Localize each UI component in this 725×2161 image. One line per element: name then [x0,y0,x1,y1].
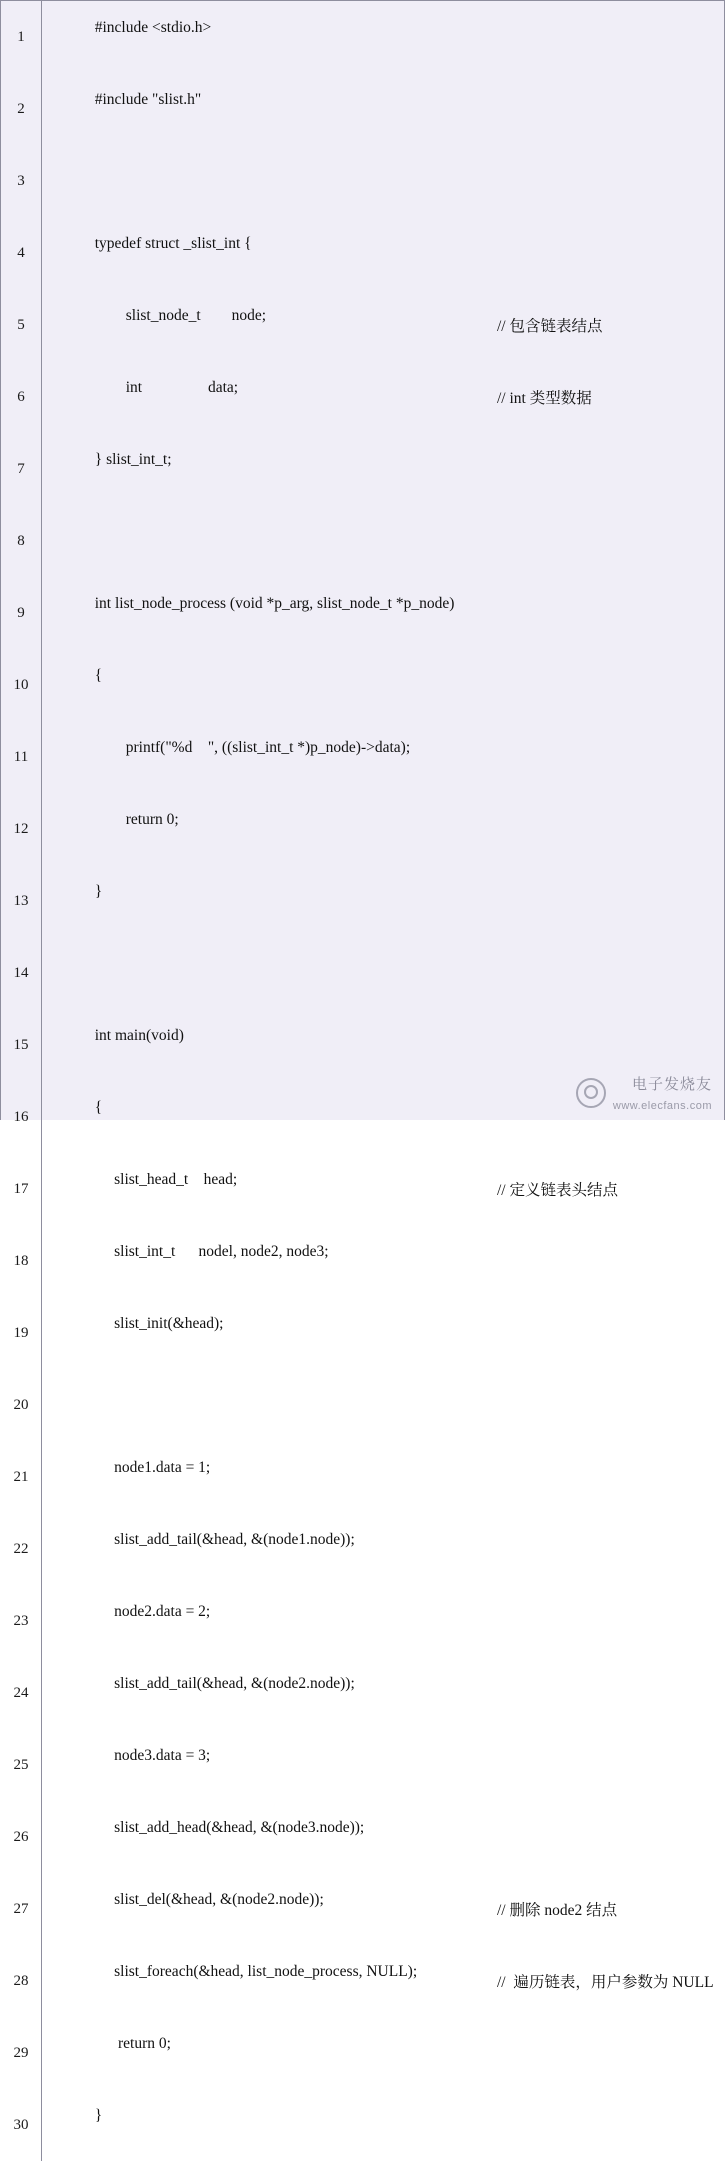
code-cell [42,721,725,793]
code-row [1,1801,724,1873]
code-cell [42,1441,725,1513]
code-text: slist_foreach(&head, list_node_process, NULL); [94,1963,418,1980]
code-text: node1.data = 1; [94,1459,211,1476]
code-text: } [94,883,103,900]
code-row [1,145,724,217]
code-row [1,1945,724,2017]
code-cell [42,1009,725,1081]
line-number: 27 [1,1873,42,1945]
code-text: slist_del(&head, &(node2.node)); [94,1891,324,1908]
code-text: { [94,1099,103,1116]
code-cell [42,1153,725,1225]
code-row [1,1513,724,1585]
line-number: 6 [1,361,42,433]
code-text: slist_int_t nodel, node2, node3; [94,1243,329,1260]
code-row [1,937,724,1009]
code-cell [42,1081,725,1153]
code-cell [42,1585,725,1657]
code-text: int list_node_process (void *p_arg, slist_node_t *p_node) [94,595,455,612]
code-row [1,1441,724,1513]
code-cell [42,1801,725,1873]
line-number: 13 [1,865,42,937]
code-text: #include "slist.h" [94,91,202,108]
code-text: typedef struct _slist_int { [94,235,252,252]
line-number: 16 [1,1081,42,1153]
line-number: 12 [1,793,42,865]
line-number: 29 [1,2017,42,2089]
line-number: 28 [1,1945,42,2017]
code-row [1,217,724,289]
code-cell [42,793,725,865]
line-number: 1 [1,1,42,73]
code-row [1,73,724,145]
code-cell [42,1945,725,2017]
code-text: { [94,667,103,684]
code-cell [42,2089,725,2161]
code-cell [42,1729,725,1801]
code-row [1,1873,724,1945]
line-number: 11 [1,721,42,793]
code-text: return 0; [94,811,179,828]
code-cell [42,1513,725,1585]
code-comment: // int 类型数据 [497,390,592,407]
line-number: 2 [1,73,42,145]
code-row [1,577,724,649]
code-row [1,1,724,73]
code-text: #include <stdio.h> [94,19,212,36]
code-comment: // 遍历链表，用户参数为 NULL [497,1974,714,1991]
code-cell [42,1,725,73]
code-cell [42,1873,725,1945]
watermark-url: www.elecfans.com [612,1100,712,1112]
code-text: slist_init(&head); [94,1315,224,1332]
code-cell [42,577,725,649]
code-text: slist_add_tail(&head, &(node1.node)); [94,1531,355,1548]
line-number: 19 [1,1297,42,1369]
code-row [1,649,724,721]
code-row [1,1729,724,1801]
line-number: 20 [1,1369,42,1441]
line-number: 9 [1,577,42,649]
code-cell [42,649,725,721]
code-cell [42,1225,725,1297]
line-number: 17 [1,1153,42,1225]
line-number: 7 [1,433,42,505]
line-number: 15 [1,1009,42,1081]
code-text: } slist_int_t; [94,451,172,468]
code-row [1,505,724,577]
code-cell [42,1657,725,1729]
code-comment: // 定义链表头结点 [497,1182,618,1199]
code-cell [42,1297,725,1369]
code-text: slist_add_head(&head, &(node3.node)); [94,1819,365,1836]
code-cell [42,937,725,1009]
watermark-logo-icon [576,1078,606,1108]
code-cell [42,2017,725,2089]
code-row [1,1585,724,1657]
line-number: 21 [1,1441,42,1513]
code-cell [42,361,725,433]
code-row [1,1657,724,1729]
line-number: 23 [1,1585,42,1657]
line-number: 4 [1,217,42,289]
code-row [1,2017,724,2089]
code-cell [42,145,725,217]
line-number: 10 [1,649,42,721]
line-number: 24 [1,1657,42,1729]
code-text: node2.data = 2; [94,1603,211,1620]
code-row [1,1009,724,1081]
code-row [1,361,724,433]
code-text: slist_head_t head; [94,1171,238,1188]
line-number: 18 [1,1225,42,1297]
code-text: int data; [94,379,239,396]
code-row [1,1081,724,1153]
code-cell [42,73,725,145]
code-row [1,1153,724,1225]
code-cell [42,505,725,577]
code-cell [42,433,725,505]
code-cell [42,1369,725,1441]
line-number: 30 [1,2089,42,2161]
code-row [1,2089,724,2161]
code-row [1,289,724,361]
code-text: } [94,2107,103,2124]
line-number: 26 [1,1801,42,1873]
code-text: node3.data = 3; [94,1747,211,1764]
line-number: 5 [1,289,42,361]
code-text: int main(void) [94,1027,184,1044]
code-row [1,793,724,865]
code-row [1,1297,724,1369]
code-comment: // 包含链表结点 [497,318,603,335]
watermark-title: 电子发烧友 [631,1076,712,1093]
line-number: 25 [1,1729,42,1801]
code-table-body [1,1,724,2161]
code-row [1,433,724,505]
code-cell [42,217,725,289]
line-number: 22 [1,1513,42,1585]
code-table [1,1,724,2161]
code-text: slist_add_tail(&head, &(node2.node)); [94,1675,355,1692]
code-row [1,1225,724,1297]
line-number: 14 [1,937,42,1009]
code-text: slist_node_t node; [94,307,267,324]
code-cell [42,289,725,361]
code-row [1,1369,724,1441]
code-text: printf("%d ", ((slist_int_t *)p_node)->data); [94,739,411,756]
code-row [1,865,724,937]
line-number: 3 [1,145,42,217]
line-number: 8 [1,505,42,577]
code-row [1,721,724,793]
code-text: return 0; [94,2035,171,2052]
code-cell [42,865,725,937]
code-comment: // 删除 node2 结点 [497,1902,618,1919]
